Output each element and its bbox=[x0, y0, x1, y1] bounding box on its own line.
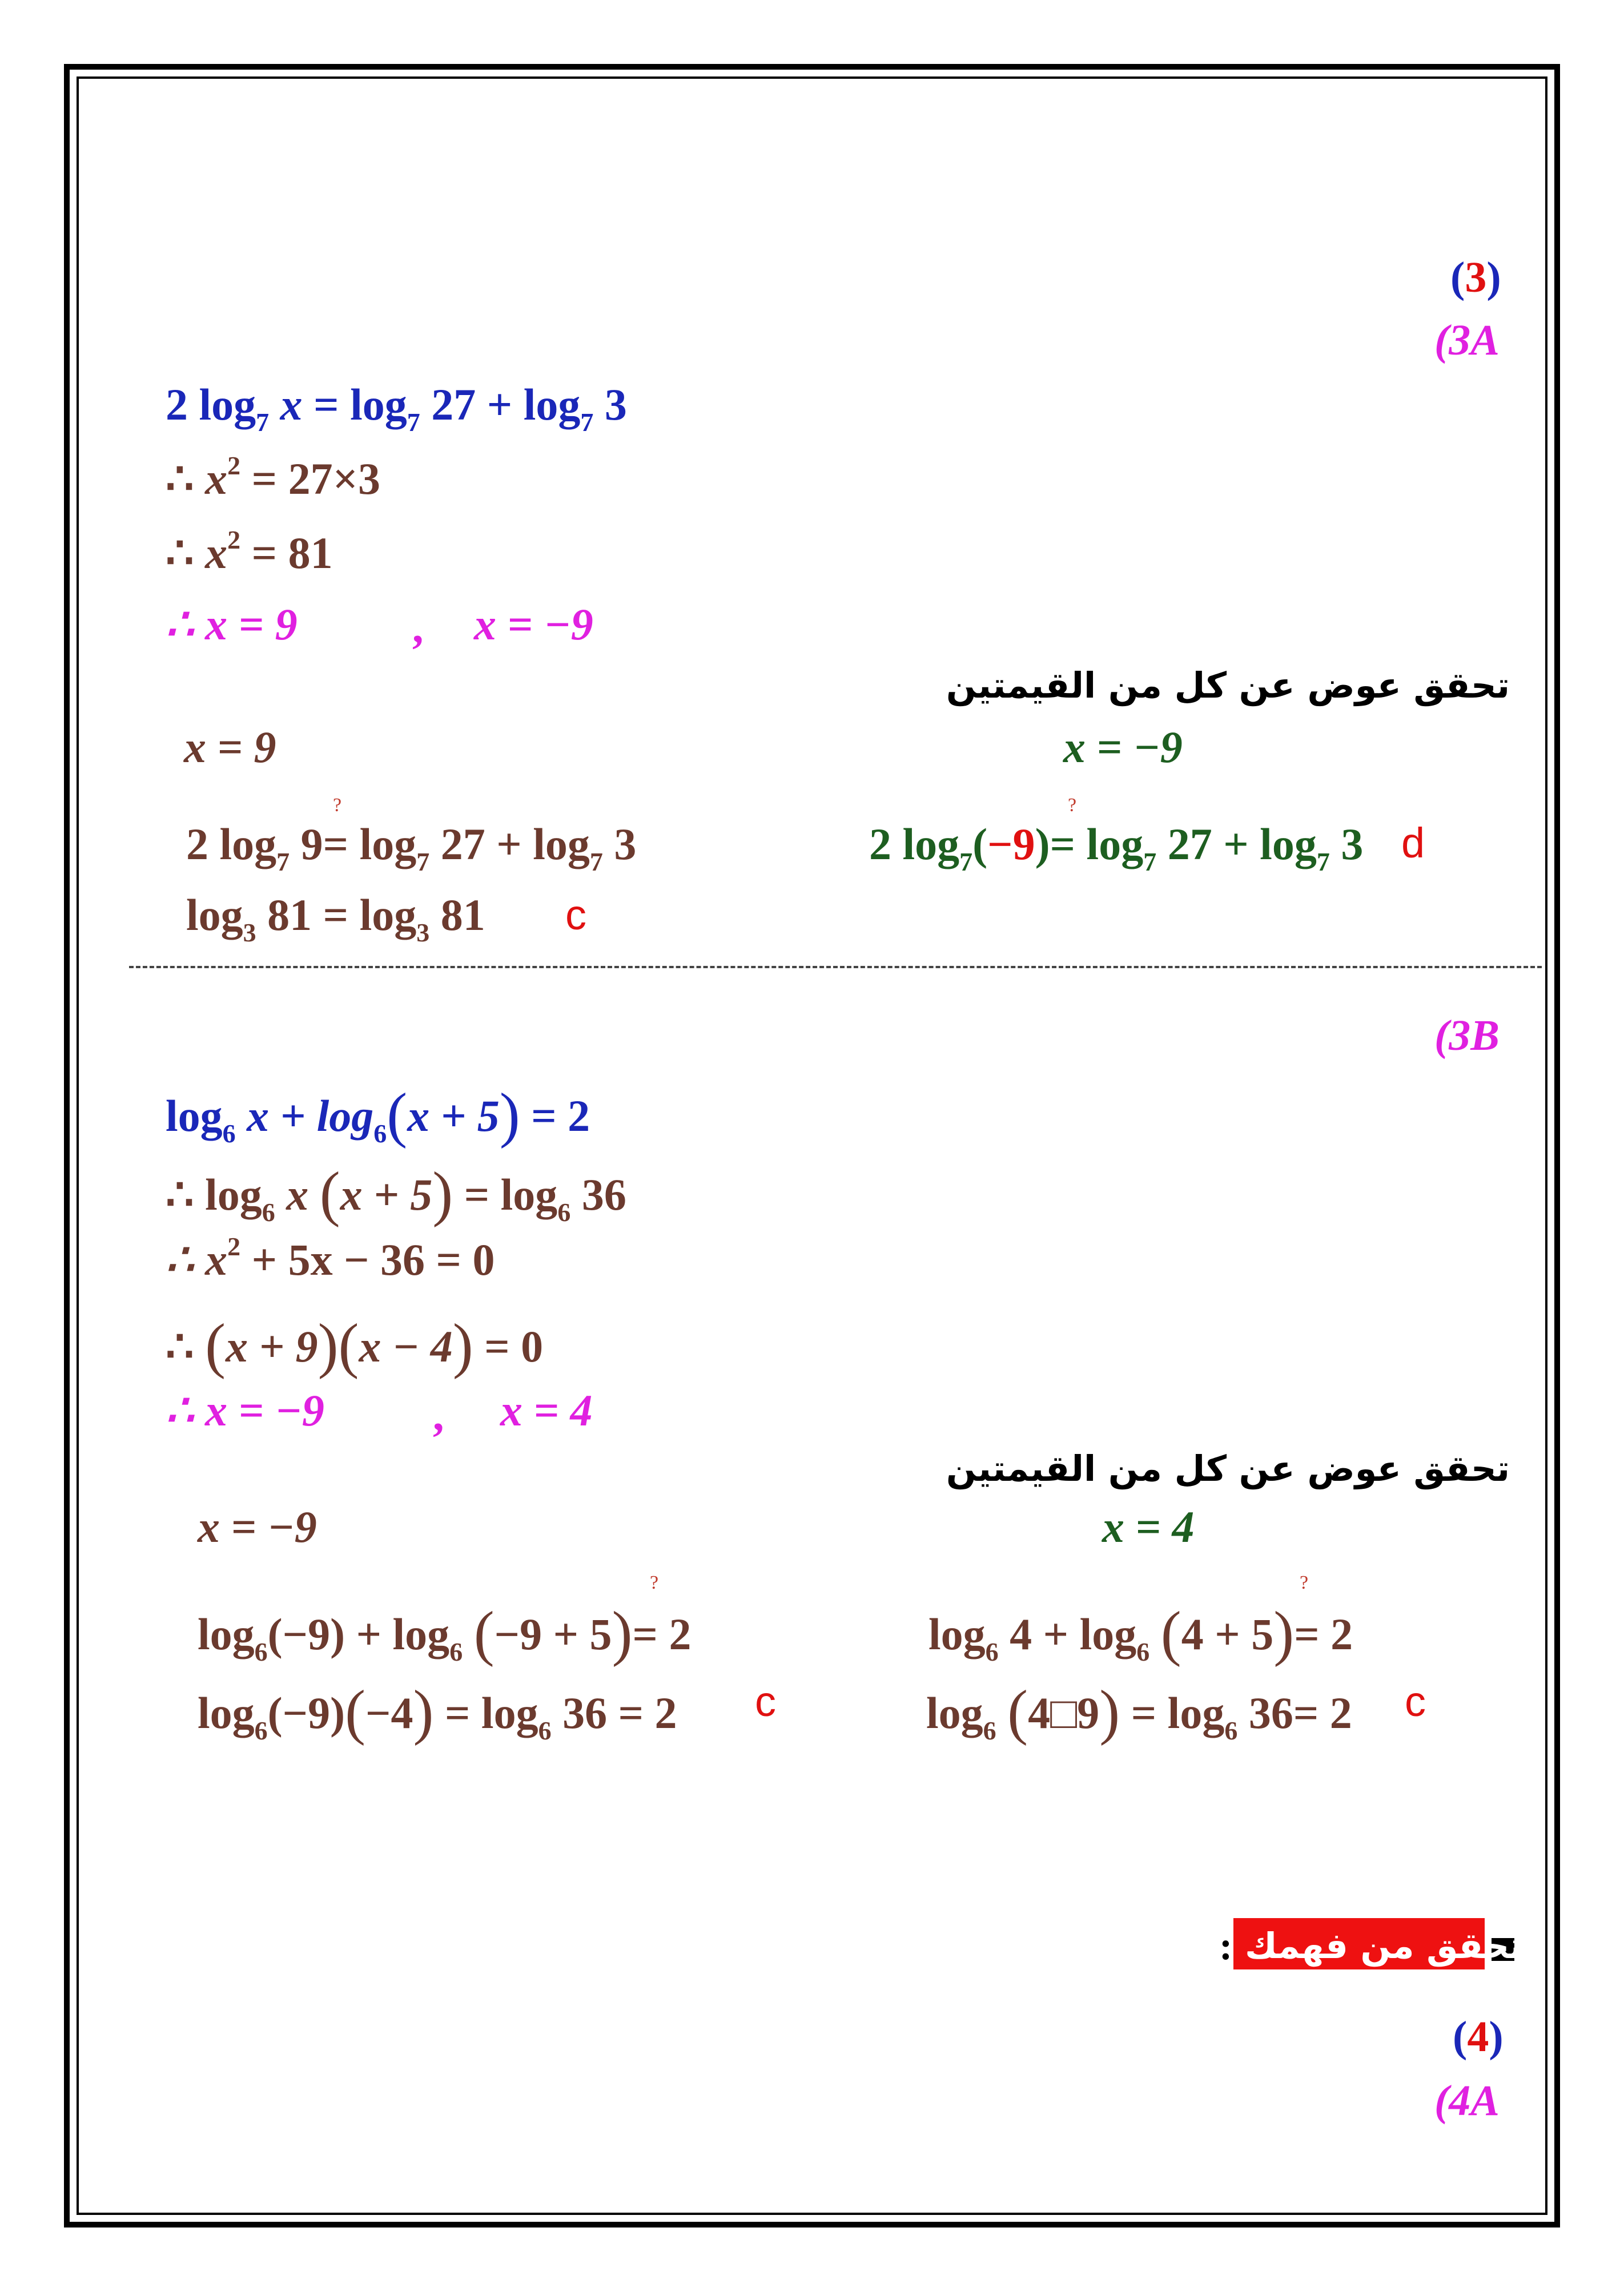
t: 4□9 bbox=[1028, 1688, 1100, 1738]
t: 2 log bbox=[869, 819, 960, 869]
base: 3 bbox=[243, 918, 256, 947]
mark-c: c bbox=[1405, 1678, 1426, 1725]
eq-3A-main bbox=[166, 380, 627, 437]
mark-c: c bbox=[755, 1678, 776, 1725]
check-3A-left-value: x = 9 bbox=[184, 722, 276, 772]
base: 7 bbox=[1316, 847, 1330, 876]
base: 6 bbox=[985, 1637, 999, 1666]
t: 81 = log bbox=[267, 890, 417, 940]
eq-3B-step2 bbox=[166, 1232, 495, 1284]
num: 3 bbox=[604, 380, 627, 429]
check-3B-right-line1 bbox=[928, 1598, 1353, 1667]
log: log bbox=[199, 380, 256, 429]
check-3A-left-line2 bbox=[186, 890, 485, 947]
t: (−9) bbox=[267, 1688, 345, 1738]
base: 7 bbox=[1143, 847, 1157, 876]
t: 3 bbox=[614, 819, 637, 869]
solution-comma: , bbox=[412, 602, 424, 652]
paren: ( bbox=[473, 1600, 495, 1667]
paren: ) bbox=[1099, 1678, 1120, 1746]
section-number: 3 bbox=[1465, 253, 1487, 301]
check-label-3A: تحقق عوض عن كل من القيمتين bbox=[946, 664, 1510, 706]
base: 7 bbox=[589, 847, 603, 876]
check-3A-right-value: x = −9 bbox=[1063, 722, 1183, 772]
rest: = 27×3 bbox=[251, 454, 381, 503]
t: x bbox=[286, 1170, 309, 1219]
eq-3A-step1 bbox=[166, 451, 381, 503]
base: 6 bbox=[373, 1119, 387, 1148]
t: −9 + 5 bbox=[494, 1609, 612, 1659]
section-header-4A bbox=[1434, 2077, 1500, 2125]
t: 36 = 2 bbox=[562, 1688, 677, 1738]
base: 6 bbox=[1136, 1637, 1150, 1666]
section-header-3A bbox=[1434, 316, 1500, 364]
t: x + log bbox=[247, 1091, 374, 1141]
question-mark: ? bbox=[1300, 1572, 1309, 1593]
t: log bbox=[198, 1688, 255, 1738]
section-header-3 bbox=[1450, 253, 1501, 301]
check-3B-right-value: x = 4 bbox=[1102, 1502, 1195, 1552]
t: + 5x − 36 = 0 bbox=[251, 1235, 495, 1284]
base: 7 bbox=[959, 847, 973, 876]
base: 7 bbox=[580, 408, 594, 437]
base: 7 bbox=[416, 847, 430, 876]
t: log bbox=[166, 1091, 223, 1141]
question-mark: ? bbox=[1068, 795, 1077, 816]
t: −9 bbox=[987, 819, 1035, 869]
paren-open: ( bbox=[1450, 253, 1465, 301]
t: = log bbox=[444, 1688, 538, 1738]
t: x + 5 bbox=[407, 1091, 500, 1141]
paren: ( bbox=[1160, 1600, 1181, 1667]
therefore: ∴ bbox=[166, 454, 194, 503]
t: log bbox=[926, 1688, 983, 1738]
t: = 2 bbox=[531, 1091, 590, 1141]
plus-log: + log bbox=[487, 380, 581, 429]
label: (4A bbox=[1434, 2077, 1500, 2125]
base: 6 bbox=[983, 1716, 996, 1745]
exp: 2 bbox=[227, 1232, 241, 1261]
base: 6 bbox=[538, 1716, 552, 1745]
base: 6 bbox=[254, 1637, 268, 1666]
t: x − 4 bbox=[359, 1322, 453, 1371]
t: 2 log bbox=[186, 819, 277, 869]
t: 27 + log bbox=[440, 819, 590, 869]
mark-c: c bbox=[565, 891, 586, 938]
paren: ) bbox=[612, 1600, 633, 1667]
base: 6 bbox=[1224, 1716, 1238, 1745]
solution-comma: , bbox=[433, 1390, 444, 1440]
var: x bbox=[205, 528, 228, 578]
paren: ) bbox=[432, 1160, 453, 1228]
rest: = 81 bbox=[251, 528, 333, 578]
t: = log bbox=[1050, 819, 1144, 869]
t: log bbox=[198, 1609, 255, 1659]
eq-3A-solution-b: x = −9 bbox=[474, 599, 593, 649]
section-header-4 bbox=[1453, 2015, 1504, 2059]
eq-3A-step2 bbox=[166, 525, 333, 578]
base: 6 bbox=[449, 1637, 463, 1666]
paren: ( bbox=[1007, 1678, 1028, 1746]
paren: ( bbox=[319, 1160, 340, 1228]
t: = log bbox=[464, 1170, 558, 1219]
paren: ) bbox=[413, 1678, 434, 1746]
eq-3B-step3 bbox=[166, 1311, 544, 1380]
base: 6 bbox=[254, 1716, 268, 1745]
t: = log bbox=[323, 819, 417, 869]
base: 7 bbox=[407, 408, 420, 437]
exp: 2 bbox=[227, 525, 241, 554]
t: 36 bbox=[581, 1170, 626, 1219]
section-header-3B bbox=[1434, 1012, 1500, 1060]
exp: 2 bbox=[227, 451, 241, 480]
paren-open: ( bbox=[1453, 2013, 1468, 2061]
t: 9 bbox=[300, 819, 323, 869]
base: 7 bbox=[276, 847, 290, 876]
label: (3A bbox=[1434, 316, 1500, 364]
question-mark: ? bbox=[650, 1572, 659, 1593]
num: 27 bbox=[431, 380, 476, 429]
t: = 0 bbox=[484, 1322, 544, 1371]
check-3A-left-line1 bbox=[186, 819, 637, 876]
therefore: ∴ bbox=[166, 528, 194, 578]
section-divider bbox=[129, 966, 1542, 968]
paren: ( bbox=[345, 1678, 366, 1746]
base: 6 bbox=[262, 1198, 275, 1227]
check-understanding-label: تحقق من فهمك bbox=[1245, 1925, 1523, 1967]
eq-3A-solution-a: ∴ x = 9 bbox=[166, 599, 298, 649]
t: x + 5 bbox=[340, 1170, 433, 1219]
t: 36= 2 bbox=[1248, 1688, 1352, 1738]
t: log bbox=[928, 1609, 986, 1659]
mark-d: d bbox=[1401, 819, 1425, 867]
check-3B-left-line1 bbox=[198, 1598, 692, 1667]
check-3B-left-value: x = −9 bbox=[198, 1502, 317, 1552]
t: ( bbox=[972, 819, 988, 869]
base: 6 bbox=[222, 1119, 236, 1148]
base: 7 bbox=[256, 408, 270, 437]
var: x bbox=[205, 454, 228, 503]
t: ∴ x bbox=[166, 1235, 228, 1284]
t: 4 + log bbox=[1010, 1609, 1137, 1659]
t: 4 + 5 bbox=[1181, 1609, 1274, 1659]
paren: )( bbox=[317, 1312, 359, 1380]
label: (3B bbox=[1434, 1012, 1500, 1060]
paren: ) bbox=[1273, 1600, 1295, 1667]
t: = 2 bbox=[632, 1609, 692, 1659]
t: ∴ log bbox=[166, 1170, 262, 1219]
paren: ( bbox=[387, 1081, 408, 1149]
t: (−9) + log bbox=[267, 1609, 450, 1659]
check-3A-right-line1 bbox=[869, 819, 1364, 876]
t: 27 + log bbox=[1167, 819, 1317, 869]
paren: ( bbox=[205, 1312, 226, 1380]
eq-3B-main bbox=[166, 1080, 590, 1149]
check-3B-left-line2 bbox=[198, 1677, 677, 1746]
var: x bbox=[280, 380, 303, 429]
t: 81 bbox=[440, 890, 485, 940]
paren: ) bbox=[452, 1312, 473, 1380]
t: = 2 bbox=[1294, 1609, 1353, 1659]
t: log bbox=[186, 890, 243, 940]
base: 3 bbox=[416, 918, 430, 947]
eq-3B-solution-b: x = 4 bbox=[500, 1385, 593, 1435]
check-3B-right-line2 bbox=[926, 1677, 1352, 1746]
t: −4 bbox=[365, 1688, 413, 1738]
paren-close: ) bbox=[1486, 253, 1501, 301]
t: = log bbox=[1131, 1688, 1225, 1738]
paren-close: ) bbox=[1489, 2013, 1504, 2061]
base: 6 bbox=[557, 1198, 571, 1227]
coef: 2 bbox=[166, 380, 188, 429]
question-mark: ? bbox=[333, 795, 342, 816]
t: 3 bbox=[1341, 819, 1364, 869]
rhs: = log bbox=[313, 380, 407, 429]
colon: : bbox=[1219, 1924, 1233, 1968]
paren: ) bbox=[499, 1081, 520, 1149]
t: x + 9 bbox=[226, 1322, 318, 1371]
check-label-3B: تحقق عوض عن كل من القيمتين bbox=[946, 1448, 1510, 1489]
eq-3B-solution-a: ∴ x = −9 bbox=[166, 1385, 324, 1435]
section-number: 4 bbox=[1467, 2013, 1489, 2061]
t: ) bbox=[1035, 819, 1050, 869]
t: ∴ bbox=[166, 1322, 194, 1371]
eq-3B-step1 bbox=[166, 1159, 626, 1228]
